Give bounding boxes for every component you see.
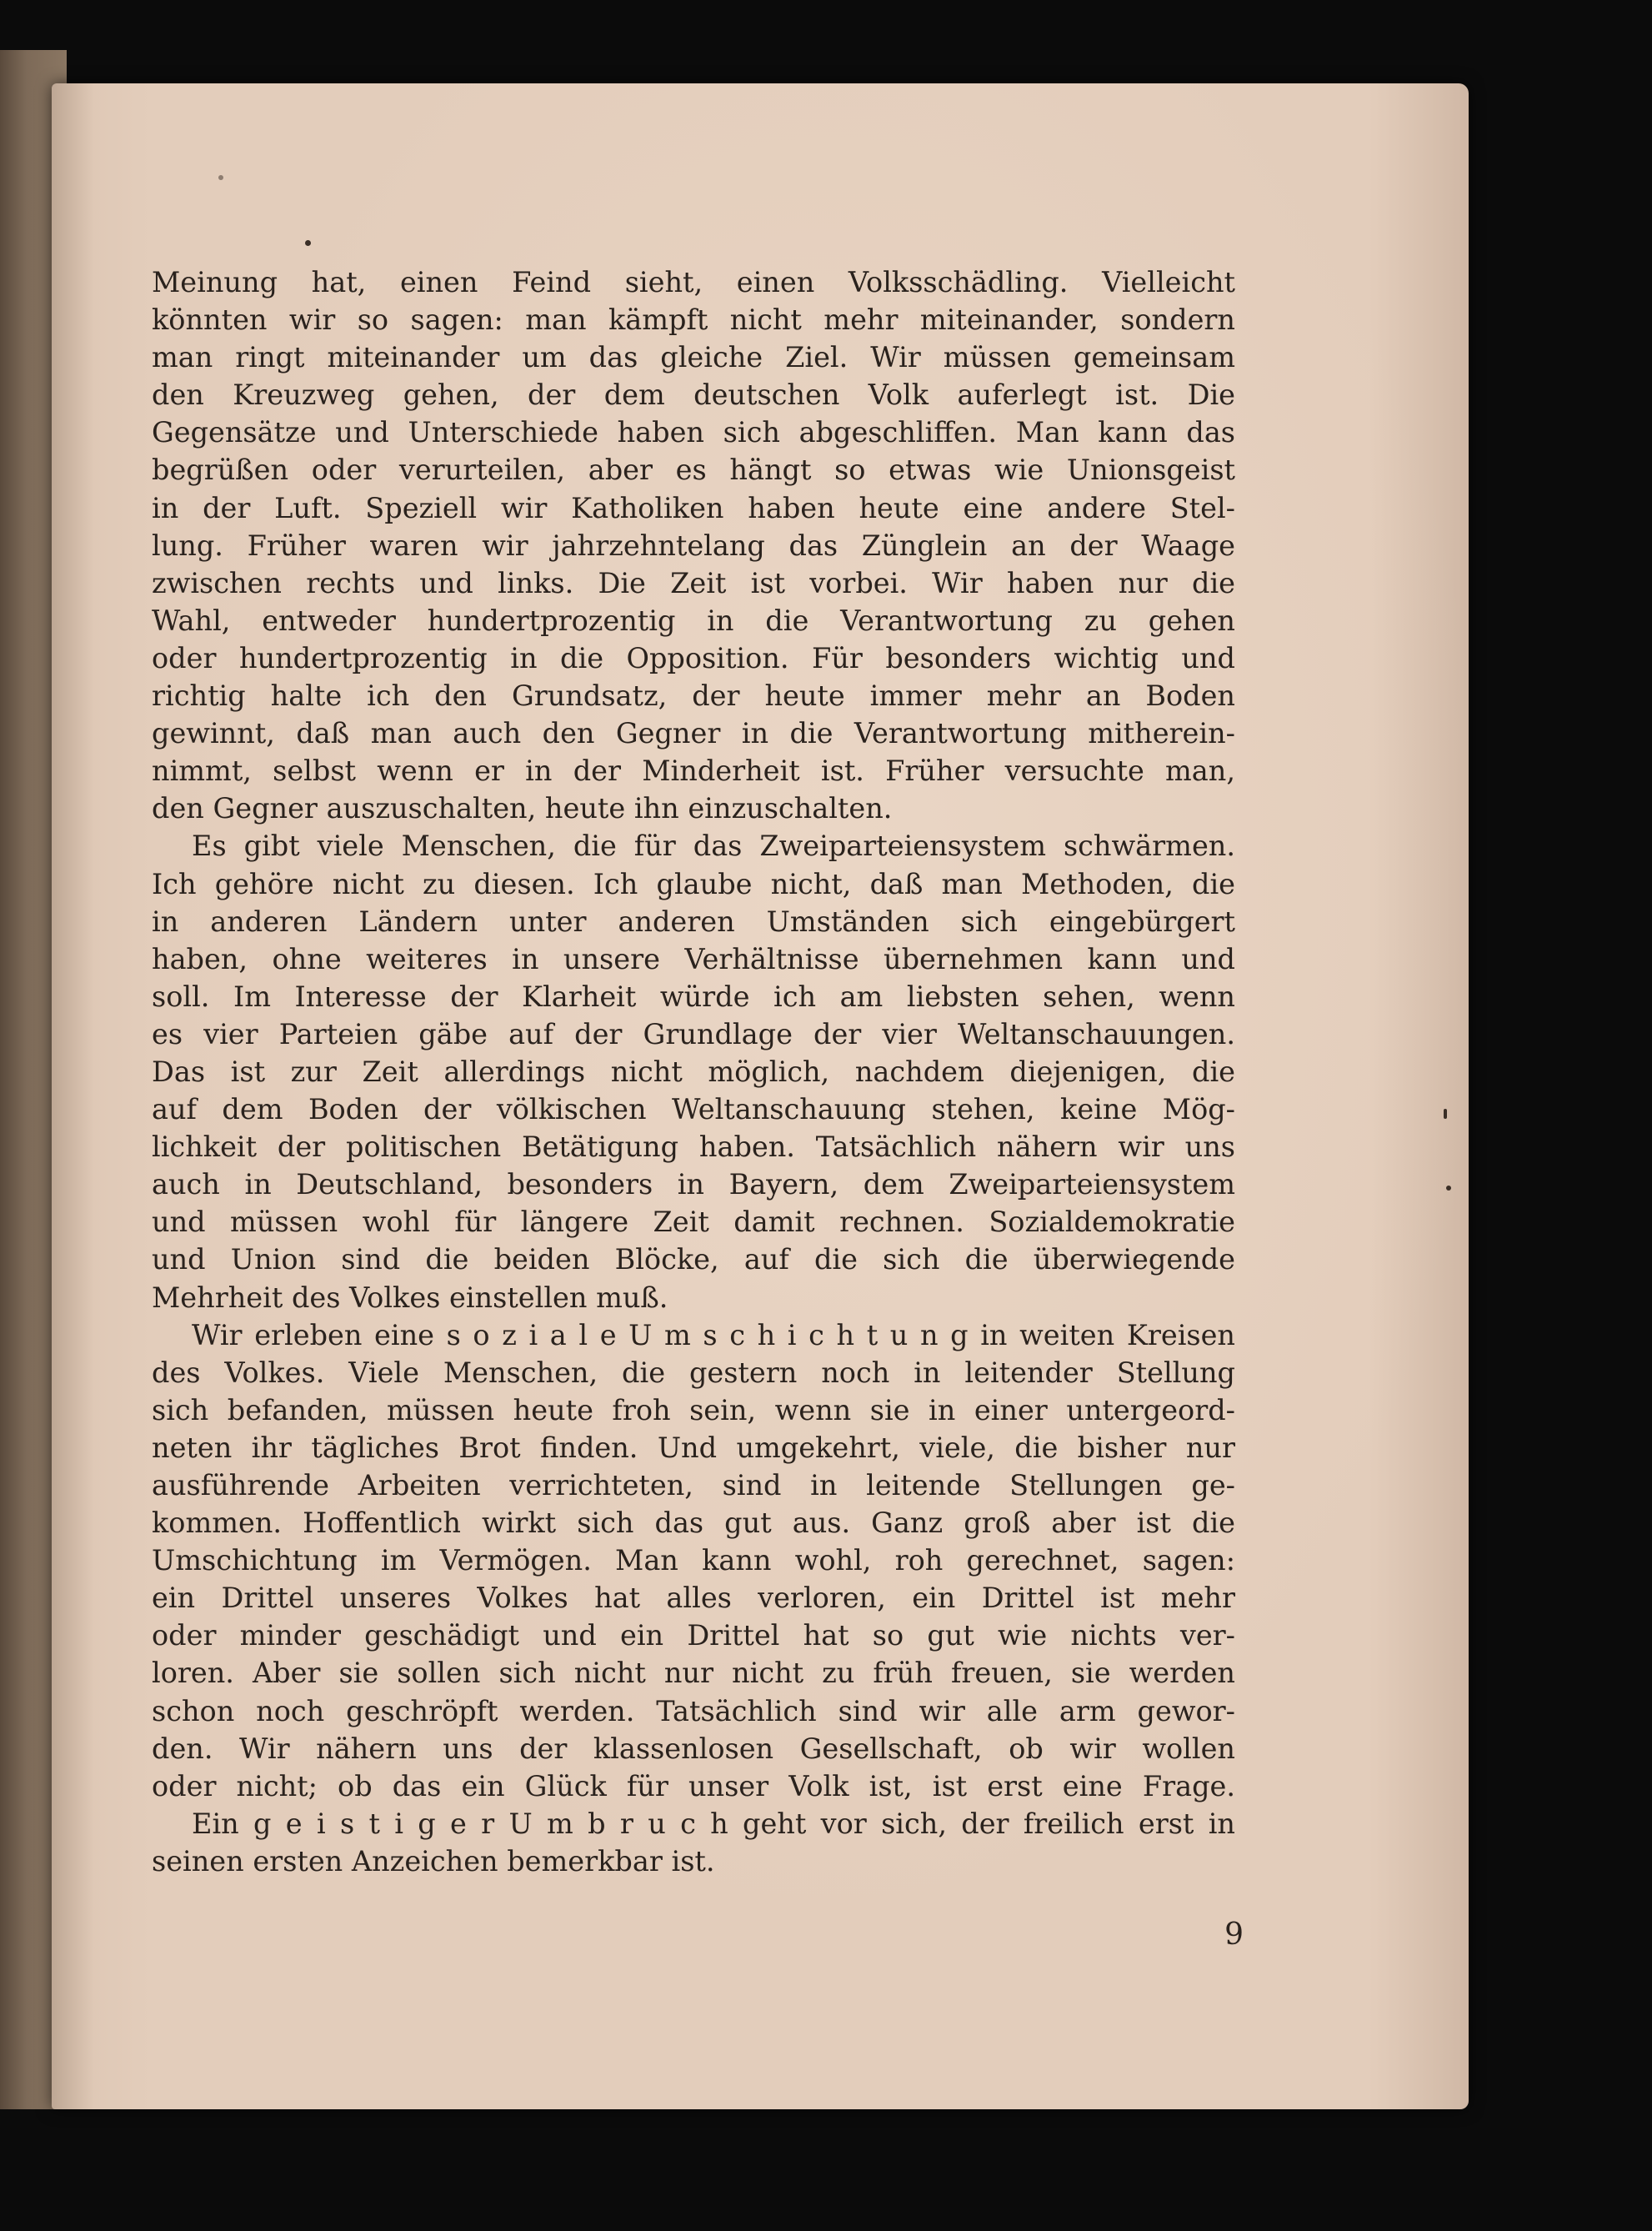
text-line: neten ihr tägliches Brot finden. Und umgekehrt, viele, die bisher nur: [152, 1431, 1235, 1464]
text-line: auf dem Boden der völkischen Weltanschauung stehen, keine Mög-: [152, 1093, 1235, 1126]
text-line: man ringt miteinander um das gleiche Ziel. Wir müssen gemeinsam: [152, 341, 1235, 374]
text-line: schon noch geschröpft werden. Tatsächlich sind wir alle arm gewor-: [152, 1694, 1235, 1727]
text-line: Umschichtung im Vermögen. Man kann wohl, roh gerechnet, sagen:: [152, 1544, 1235, 1577]
text-line: ausführende Arbeiten verrichteten, sind in leitende Stellungen ge-: [152, 1469, 1235, 1502]
text-line: Es gibt viele Menschen, die für das Zweiparteiensystem schwärmen.: [192, 830, 1235, 863]
text-line: Meinung hat, einen Feind sieht, einen Volksschädling. Vielleicht: [152, 266, 1235, 298]
text-line: Gegensätze und Unterschiede haben sich abgeschliffen. Man kann das: [152, 416, 1235, 449]
text-line: Mehrheit des Volkes einstellen muß.: [152, 1281, 668, 1314]
paper-speck: [1444, 1109, 1447, 1119]
text-line: könnten wir so sagen: man kämpft nicht mehr miteinander, sondern: [152, 303, 1235, 337]
text-line: den. Wir nähern uns der klassenlosen Gesellschaft, ob wir wollen: [152, 1732, 1235, 1765]
text-line: den Kreuzweg gehen, der dem deutschen Volk auferlegt ist. Die: [152, 379, 1235, 412]
text-line: Wahl, entweder hundertprozentig in die Verantwortung zu gehen: [152, 604, 1235, 637]
text-line: haben, ohne weiteres in unsere Verhältnisse übernehmen kann und: [152, 942, 1235, 975]
paper-speck: [305, 240, 311, 246]
text-line: Das ist zur Zeit allerdings nicht möglich, nachdem diejenigen, die: [152, 1055, 1235, 1088]
text-line: den Gegner auszuschalten, heute ihn einzuschalten.: [152, 792, 893, 825]
paper-speck: [1446, 1186, 1451, 1191]
text-line: und Union sind die beiden Blöcke, auf die sich die überwiegende: [152, 1243, 1235, 1276]
text-line: oder hundertprozentig in die Opposition. Für besonders wichtig und: [152, 641, 1235, 674]
text-line: des Volkes. Viele Menschen, die gestern noch in leitender Stellung: [152, 1356, 1235, 1389]
text-line: kommen. Hoffentlich wirkt sich das gut aus. Ganz groß aber ist die: [152, 1507, 1235, 1540]
text-line: oder nicht; ob das ein Glück für unser Volk ist, ist erst eine Frage.: [152, 1769, 1235, 1802]
text-line: und müssen wohl für längere Zeit damit rechnen. Sozialdemokratie: [152, 1206, 1235, 1239]
text-line: begrüßen oder verurteilen, aber es hängt so etwas wie Unionsgeist: [152, 454, 1235, 487]
body-text: [152, 263, 1235, 1880]
text-line: oder minder geschädigt und ein Drittel hat so gut wie nichts ver-: [152, 1619, 1235, 1652]
text-line: lung. Früher waren wir jahrzehntelang das Zünglein an der Waage: [152, 529, 1235, 562]
text-line: soll. Im Interesse der Klarheit würde ich am liebsten sehen, wenn: [152, 980, 1235, 1013]
text-line: nimmt, selbst wenn er in der Minderheit ist. Früher versuchte man,: [152, 755, 1235, 788]
text-line: loren. Aber sie sollen sich nicht nur nicht zu früh freuen, sie werden: [152, 1657, 1235, 1690]
text-line: gewinnt, daß man auch den Gegner in die Verantwortung mitherein-: [152, 717, 1235, 750]
text-line: zwischen rechts und links. Die Zeit ist vorbei. Wir haben nur die: [152, 566, 1235, 599]
text-line: ein Drittel unseres Volkes hat alles verloren, ein Drittel ist mehr: [152, 1582, 1235, 1615]
text-line: richtig halte ich den Grundsatz, der heute immer mehr an Boden: [152, 679, 1235, 713]
text-line: in anderen Ländern unter anderen Umständen sich eingebürgert: [152, 905, 1235, 938]
page-number: 9: [1224, 1918, 1244, 1952]
text-line: seinen ersten Anzeichen bemerkbar ist.: [152, 1844, 715, 1878]
text-line: Wir erleben eine s o z i a l e U m s c h i c h t u n g in weiten Kreisen: [192, 1318, 1235, 1351]
text-line: Ich gehöre nicht zu diesen. Ich glaube nicht, daß man Methoden, die: [152, 867, 1235, 900]
text-line: sich befanden, müssen heute froh sein, wenn sie in einer untergeord-: [152, 1393, 1235, 1426]
text-line: lichkeit der politischen Betätigung haben. Tatsächlich nähern wir uns: [152, 1131, 1235, 1164]
text-line: es vier Parteien gäbe auf der Grundlage der vier Weltanschauungen.: [152, 1017, 1235, 1050]
text-line: in der Luft. Speziell wir Katholiken haben heute eine andere Stel-: [152, 491, 1235, 524]
paper-speck: [218, 175, 223, 180]
text-line: Ein g e i s t i g e r U m b r u c h geht vor sich, der freilich erst in: [192, 1807, 1235, 1840]
text-line: auch in Deutschland, besonders in Bayern, dem Zweiparteiensystem: [152, 1168, 1235, 1201]
